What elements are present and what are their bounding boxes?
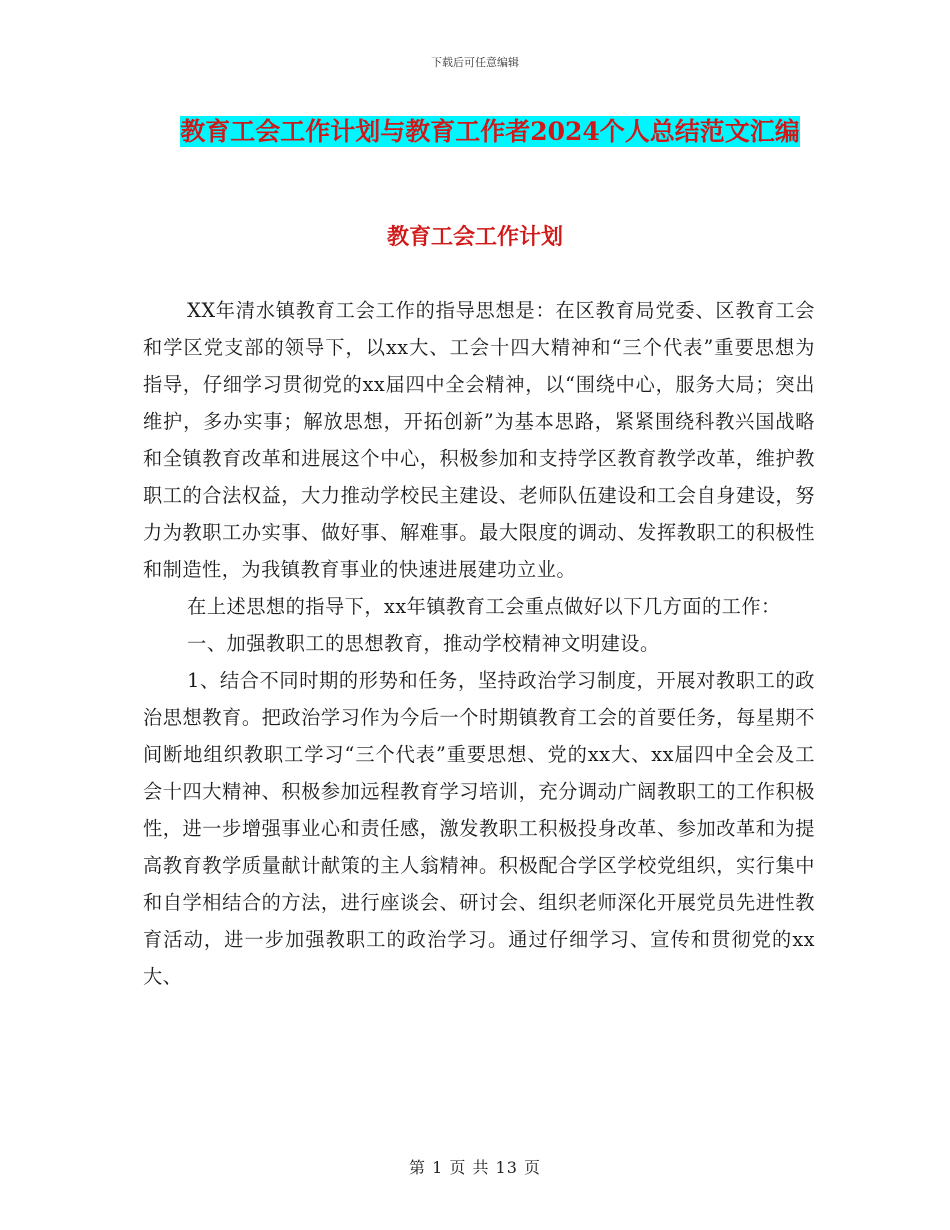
paragraph-guiding-ideology: XX年清水镇教育工会工作的指导思想是：在区教育局党委、区教育工会和学区党支部的领导下，以xx大、工会十四大精神和“三个代表”重要思想为指导，仔细学习贯彻党的xx届四中全会精神，以“围绕中心，服务大局；突出维护，多办实事；解放思想，开拓创新”为基本思路，紧紧围绕科教兴国战略和全镇教育改革和进展这个中心，积极参加和支持学区教育教学改革，维护教职工的合法权益，大力推动学校民主建设、老师队伍建设和工会自身建设，努力为教职工办实事、做好事、解难事。最大限度的调动、发挥教职工的积极性和制造性，为我镇教育事业的快速进展建功立业。 xyxy=(143,299,815,581)
header-note: 下载后可任意编辑 xyxy=(431,56,519,69)
body-text xyxy=(143,292,815,995)
paragraph-heading-one: 一、加强教职工的思想教育，推动学校精神文明建设。 xyxy=(187,632,660,655)
document-title xyxy=(150,110,830,154)
paragraph-work-intro: 在上述思想的指导下，xx年镇教育工会重点做好以下几方面的工作： xyxy=(187,595,781,618)
section-title: 教育工会工作计划 xyxy=(386,224,563,250)
paragraph-item-one: 1、结合不同时期的形势和任务，坚持政治学习制度，开展对教职工的政治思想教育。把政治学习作为今后一个时期镇教育工会的首要任务，每星期不间断地组织教职工学习“三个代表”重要思想、党的xx大、xx届四中全会及工会十四大精神、积极参加远程教育学习培训，充分调动广阔教职工的工作积极性，进一步增强事业心和责任感，激发教职工积极投身改革、参加改革和为提高教育教学质量献计献策的主人翁精神。积极配合学区学校党组织，实行集中和自学相结合的方法，进行座谈会、研讨会、组织老师深化开展党员先进性教育活动，进一步加强教职工的政治学习。通过仔细学习、宣传和贯彻党的xx大、 xyxy=(143,669,815,988)
page-footer: 第 1 页 共 13 页 xyxy=(409,1158,541,1177)
document-title-text: 教育工会工作计划与教育工作者2024个人总结范文汇编 xyxy=(180,117,800,146)
